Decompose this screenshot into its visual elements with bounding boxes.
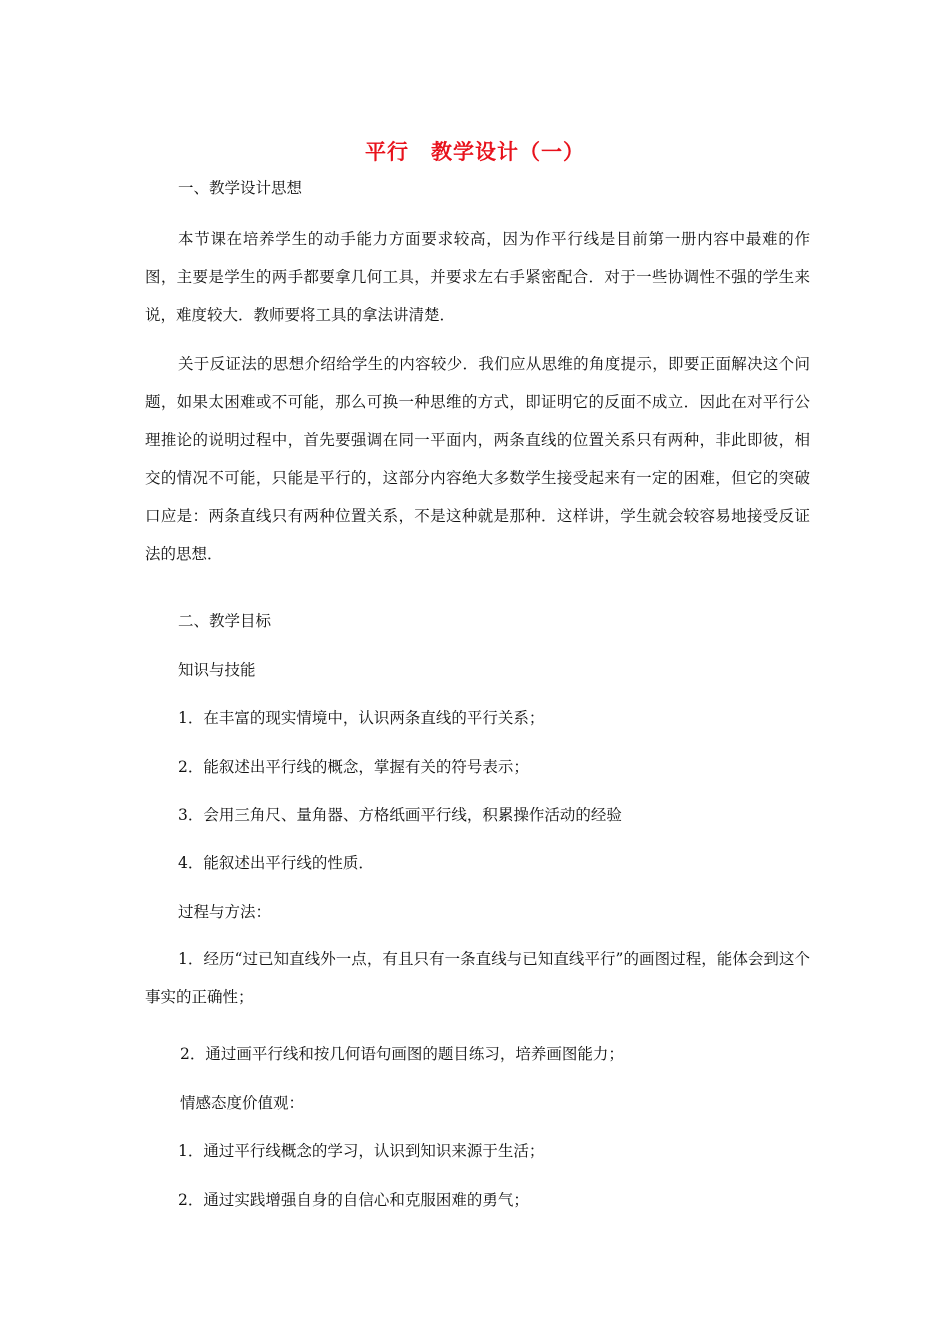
list-item-emotion-2: 2．通过实践增强自身的自信心和克服困难的勇气； [178, 1191, 529, 1209]
subheading-emotion-values: 情感态度价值观： [180, 1094, 305, 1112]
list-item-process-2: 2．通过画平行线和按几何语句画图的题目练习，培养画图能力； [180, 1045, 624, 1063]
subheading-process-methods: 过程与方法： [178, 903, 272, 921]
list-item-emotion-1: 1．通过平行线概念的学习，认识到知识来源于生活； [178, 1142, 545, 1160]
document-title: 平行 教学设计（一） [365, 139, 585, 164]
list-item-knowledge-1: 1．在丰富的现实情境中，认识两条直线的平行关系； [178, 709, 545, 727]
section-heading-objectives: 二、教学目标 [178, 612, 272, 630]
paragraph-design-idea-1: 本节课在培养学生的动手能力方面要求较高，因为作平行线是目前第一册内容中最难的作图，主要是学生的两手都要拿几何工具，并要求左右手紧密配合．对于一些协调性不强的学生来说，难度较大．教师要将工具的拿法讲清楚． [145, 230, 810, 324]
paragraph-design-idea-2: 关于反证法的思想介绍给学生的内容较少．我们应从思维的角度提示，即要正面解决这个问题，如果太困难或不可能，那么可换一种思维的方式，即证明它的反面不成立．因此在对平行公理推论的说明过程中，首先要强调在同一平面内，两条直线的位置关系只有两种，非此即彼，相交的情况不可能，只能是平行的，这部分内容绝大多数学生接受起来有一定的困难，但它的突破口应是：两条直线只有两种位置关系，不是这种就是那种．这样讲，学生就会较容易地接受反证法的思想． [145, 355, 810, 563]
subheading-knowledge-skills: 知识与技能 [178, 661, 256, 679]
list-item-knowledge-2: 2．能叙述出平行线的概念，掌握有关的符号表示； [178, 758, 529, 776]
list-item-knowledge-4: 4．能叙述出平行线的性质． [178, 854, 374, 872]
list-item-knowledge-3: 3．会用三角尺、量角器、方格纸画平行线，积累操作活动的经验 [178, 806, 622, 824]
list-item-process-1: 1．经历“过已知直线外一点，有且只有一条直线与已知直线平行”的画图过程，能体会到这个事实的正确性； [145, 950, 810, 1006]
section-heading-design-idea: 一、教学设计思想 [178, 179, 303, 197]
